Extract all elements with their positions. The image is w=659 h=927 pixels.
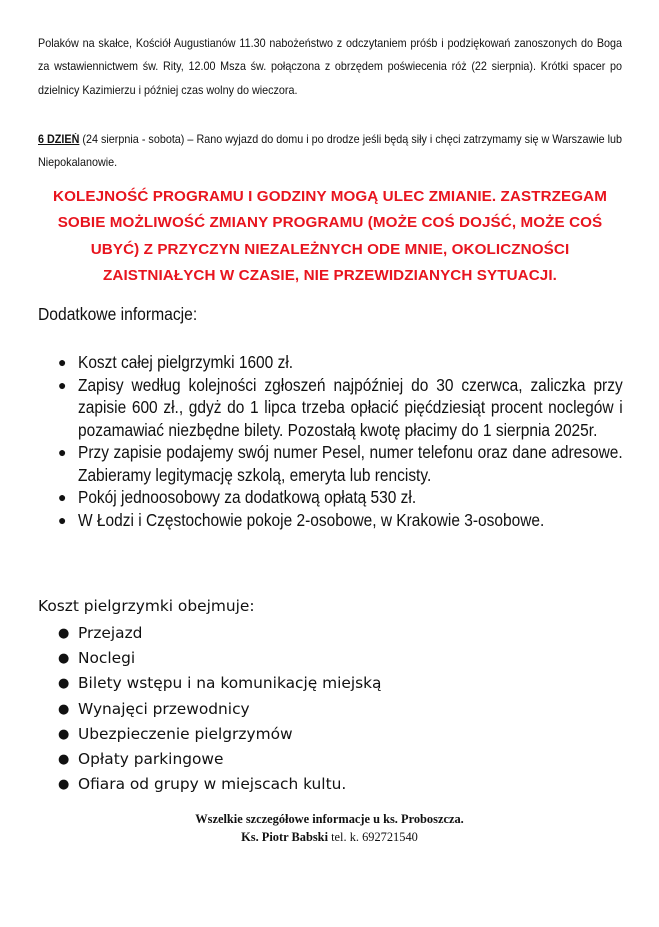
bullet-icon: ● [58,489,67,505]
footer-info-line: Wszelkie szczegółowe informacje u ks. Proboszcza. [195,812,464,826]
list-item: ● Opłaty parkingowe [56,747,382,772]
bullet-icon: ● [58,676,70,692]
list-item: ● Ofiara od grupy w miejscach kultu. [56,772,382,797]
list-item: ● Zapisy według kolejności zgłoszeń najpóźniej do 30 czerwca, zaliczka przy zapisie 600 zł., gdyż do 1 lipca trzeba opłacić pięćdziesiąt procent noclegów i pozamawiać niezbędne bilety. Pozostałą kwotę płacimy do 1 sierpnia 2025r. [58,374,623,440]
priest-name: Ks. Piotr Babski [241,830,329,844]
bullet-icon: ● [58,651,70,667]
list-item: ● Przy zapisie podajemy swój numer Pesel, numer telefonu oraz dane adresowe. Zabieramy legitymację szkolą, emeryta lub rencisty. [58,442,623,485]
intro-paragraph: Polaków na skałce, Kościół Augustianów 11.30 nabożeństwo z odczytaniem próśb i podziękowań zanoszonych do Boga za wstawiennictwem św. Rity, 12.00 Msza św. połączona z obrzędem poświecenia róż (22 sierpnia). Krótki spacer po dzielnicy Kazimierzu i później czas wolny do wieczora. [38,37,623,97]
day6-text: (24 sierpnia - sobota) – Rano wyjazd do domu i po drodze jeśli będą siły i chęci zatrzymamy się w Warszawie lub Niepokalanowie. [38,133,623,170]
list-item: ● Pokój jednoosobowy za dodatkową opłatą 530 zł. [58,487,417,507]
day6-paragraph [38,128,622,175]
bullet-icon: ● [58,354,67,370]
additional-info-list [56,351,622,531]
phone-number: tel. k. 692721540 [328,830,418,844]
bullet-icon: ● [58,752,70,768]
cost-includes-list [56,621,382,797]
footer-contact-line [0,828,659,846]
bullet-icon: ● [58,511,67,528]
list-item: ● Przejazd [56,621,382,646]
bullet-icon: ● [58,376,67,393]
list-item: ● Wynajęci przewodnicy [56,697,382,722]
bullet-icon: ● [58,626,70,641]
bullet-icon: ● [58,777,70,793]
contact-footer [0,810,659,846]
additional-info-heading: Dodatkowe informacje: [38,304,198,324]
bullet-icon: ● [58,726,70,742]
list-item: ● Ubezpieczenie pielgrzymów [56,722,382,747]
list-item: ● Bilety wstępu i na komunikację miejską [56,671,382,696]
list-item: ● Koszt całej pielgrzymki 1600 zł. [58,352,294,372]
bullet-icon: ● [58,444,67,460]
day6-label: 6 DZIEŃ [38,133,80,146]
bullet-icon: ● [58,701,70,717]
list-item: ● W Łodzi i Częstochowie pokoje 2-osobowe, w Krakowie 3-osobowe. [58,509,545,530]
list-item: ● Noclegi [56,646,382,671]
program-change-warning: KOLEJNOŚĆ PROGRAMU I GODZINY MOGĄ ULEC ZMIANIE. ZASTRZEGAM SOBIE MOŻLIWOŚĆ ZMIANY PROGRAMU (MOŻE COŚ DOJŚĆ, MOŻE COŚ UBYĆ) Z PRZYCZYN NIEZALEŻNYCH ODE MNIE, OKOLICZNOŚCI ZAISTNIAŁYCH W CZASIE, NIE PRZEWIDZIANYCH SYTUACJI. [53,188,607,285]
cost-includes-heading: Koszt pielgrzymki obejmuje: [38,597,255,615]
